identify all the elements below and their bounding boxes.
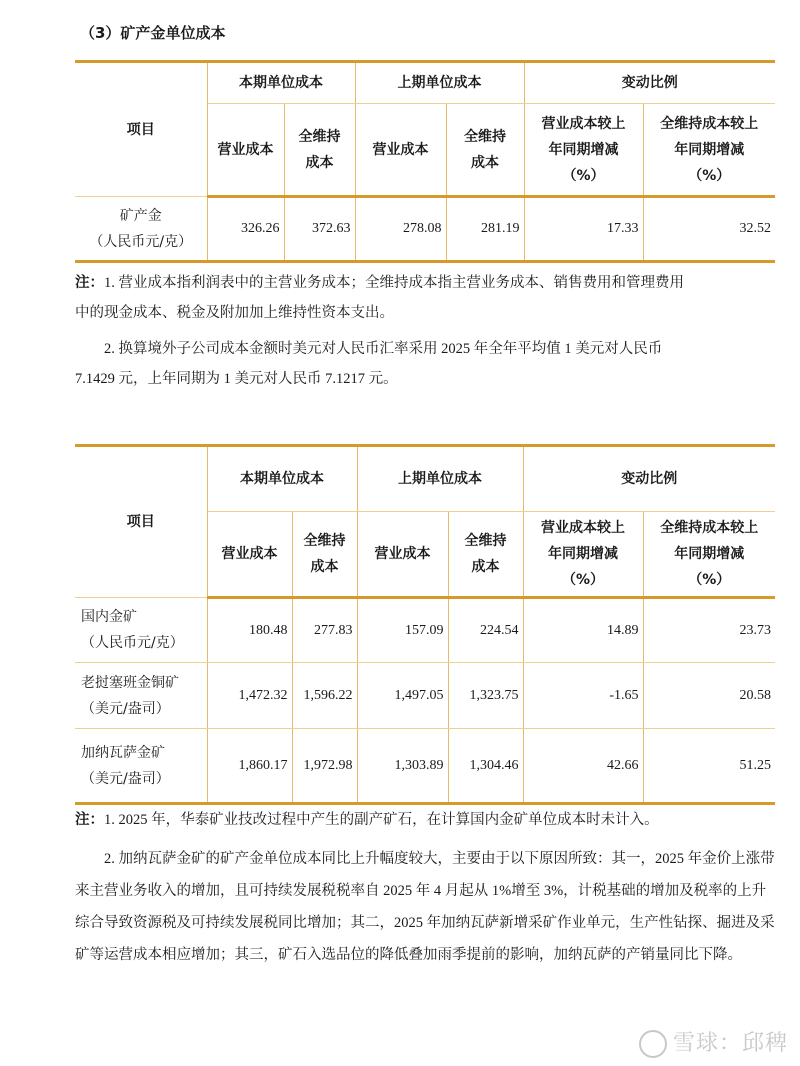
header-current-aisc: 全维持 成本: [292, 512, 357, 598]
row-item-name: 加纳瓦萨金矿 （美元/盎司）: [75, 729, 207, 804]
cell-previous-aisc: 224.54: [448, 598, 523, 663]
watermark: 雪球：邱稗: [639, 1026, 788, 1058]
cell-op-change: 17.33: [524, 197, 643, 262]
header-change-ratio: 变动比例: [523, 446, 775, 512]
cell-op-change: 42.66: [523, 729, 643, 804]
row-item-name: 矿产金 （人民币元/克）: [75, 197, 207, 262]
header-op-change: 营业成本较上 年同期增减 （%）: [523, 512, 643, 598]
header-item: 项目: [75, 446, 207, 598]
header-previous-op-cost: 营业成本: [355, 104, 446, 197]
note-2-2: 2. 加纳瓦萨金矿的矿产金单位成本同比上升幅度较大，主要由于以下原因所致：其一，2025 年金价上涨带来主营业务收入的增加，且可持续发展税税率自 2025 年 4 月起从 1%增至 3%，计税基础的增加及税率的上升综合导致资源税及可持续发展税同比增加；其二，2025 年加纳瓦萨新增采矿作业单元，生产性钻探、掘进及采矿等运营成本相应增加；其三，矿石入选品位的降低叠加雨季提前的影响，加纳瓦萨的产销量同比下降。: [75, 851, 775, 963]
table-row: [75, 663, 775, 729]
cell-current-aisc: 277.83: [292, 598, 357, 663]
notes-2: [75, 805, 775, 971]
cell-op-change: 14.89: [523, 598, 643, 663]
header-current-op-cost: 营业成本: [207, 512, 292, 598]
header-change-ratio: 变动比例: [524, 62, 775, 104]
table-row: [75, 197, 775, 262]
cell-current-op-cost: 180.48: [207, 598, 292, 663]
header-current-aisc: 全维持 成本: [284, 104, 355, 197]
snowball-logo-icon: [639, 1030, 667, 1058]
cell-previous-aisc: 281.19: [446, 197, 524, 262]
table-row: [75, 598, 775, 663]
cell-current-op-cost: 326.26: [207, 197, 284, 262]
note-1-1: 注：1. 营业成本指利润表中的主营业务成本；全维持成本指主营业务成本、销售费用和管理费用: [75, 275, 684, 291]
header-aisc-change: 全维持成本较上 年同期增减 （%）: [643, 104, 775, 197]
cell-previous-aisc: 1,323.75: [448, 663, 523, 729]
note-2-1: 注：1. 2025 年，华泰矿业技改过程中产生的副产矿石，在计算国内金矿单位成本时未计入。: [75, 812, 659, 828]
row-item-name: 老挝塞班金铜矿 （美元/盎司）: [75, 663, 207, 729]
notes-1: [75, 268, 775, 394]
cell-current-op-cost: 1,472.32: [207, 663, 292, 729]
unit-cost-table-1: [75, 60, 775, 263]
cell-previous-op-cost: 1,497.05: [357, 663, 448, 729]
cell-op-change: -1.65: [523, 663, 643, 729]
note-1-2: 2. 换算境外子公司成本金额时美元对人民币汇率采用 2025 年全年平均值 1 美元对人民币: [104, 341, 663, 357]
cell-aisc-change: 23.73: [643, 598, 775, 663]
header-previous-period: 上期单位成本: [357, 446, 523, 512]
note-1-2-cont: 7.1429 元，上年同期为 1 美元对人民币 7.1217 元。: [75, 371, 398, 387]
header-item: 项目: [75, 62, 207, 197]
header-previous-aisc: 全维持 成本: [446, 104, 524, 197]
cell-current-aisc: 1,596.22: [292, 663, 357, 729]
section-title: （3）矿产金单位成本: [80, 24, 226, 42]
header-aisc-change: 全维持成本较上 年同期增减 （%）: [643, 512, 775, 598]
header-previous-op-cost: 营业成本: [357, 512, 448, 598]
cell-aisc-change: 20.58: [643, 663, 775, 729]
header-previous-aisc: 全维持 成本: [448, 512, 523, 598]
header-current-period: 本期单位成本: [207, 62, 355, 104]
note-1-1-cont: 中的现金成本、税金及附加加上维持性资本支出。: [75, 305, 394, 321]
header-current-op-cost: 营业成本: [207, 104, 284, 197]
cell-aisc-change: 32.52: [643, 197, 775, 262]
unit-cost-table-2: [75, 444, 775, 805]
cell-aisc-change: 51.25: [643, 729, 775, 804]
cell-previous-aisc: 1,304.46: [448, 729, 523, 804]
row-item-name: 国内金矿 （人民币元/克）: [75, 598, 207, 663]
cell-current-aisc: 1,972.98: [292, 729, 357, 804]
cell-previous-op-cost: 278.08: [355, 197, 446, 262]
table-row: [75, 729, 775, 804]
header-previous-period: 上期单位成本: [355, 62, 524, 104]
header-op-change: 营业成本较上 年同期增减 （%）: [524, 104, 643, 197]
cell-previous-op-cost: 157.09: [357, 598, 448, 663]
cell-current-aisc: 372.63: [284, 197, 355, 262]
cell-current-op-cost: 1,860.17: [207, 729, 292, 804]
cell-previous-op-cost: 1,303.89: [357, 729, 448, 804]
header-current-period: 本期单位成本: [207, 446, 357, 512]
